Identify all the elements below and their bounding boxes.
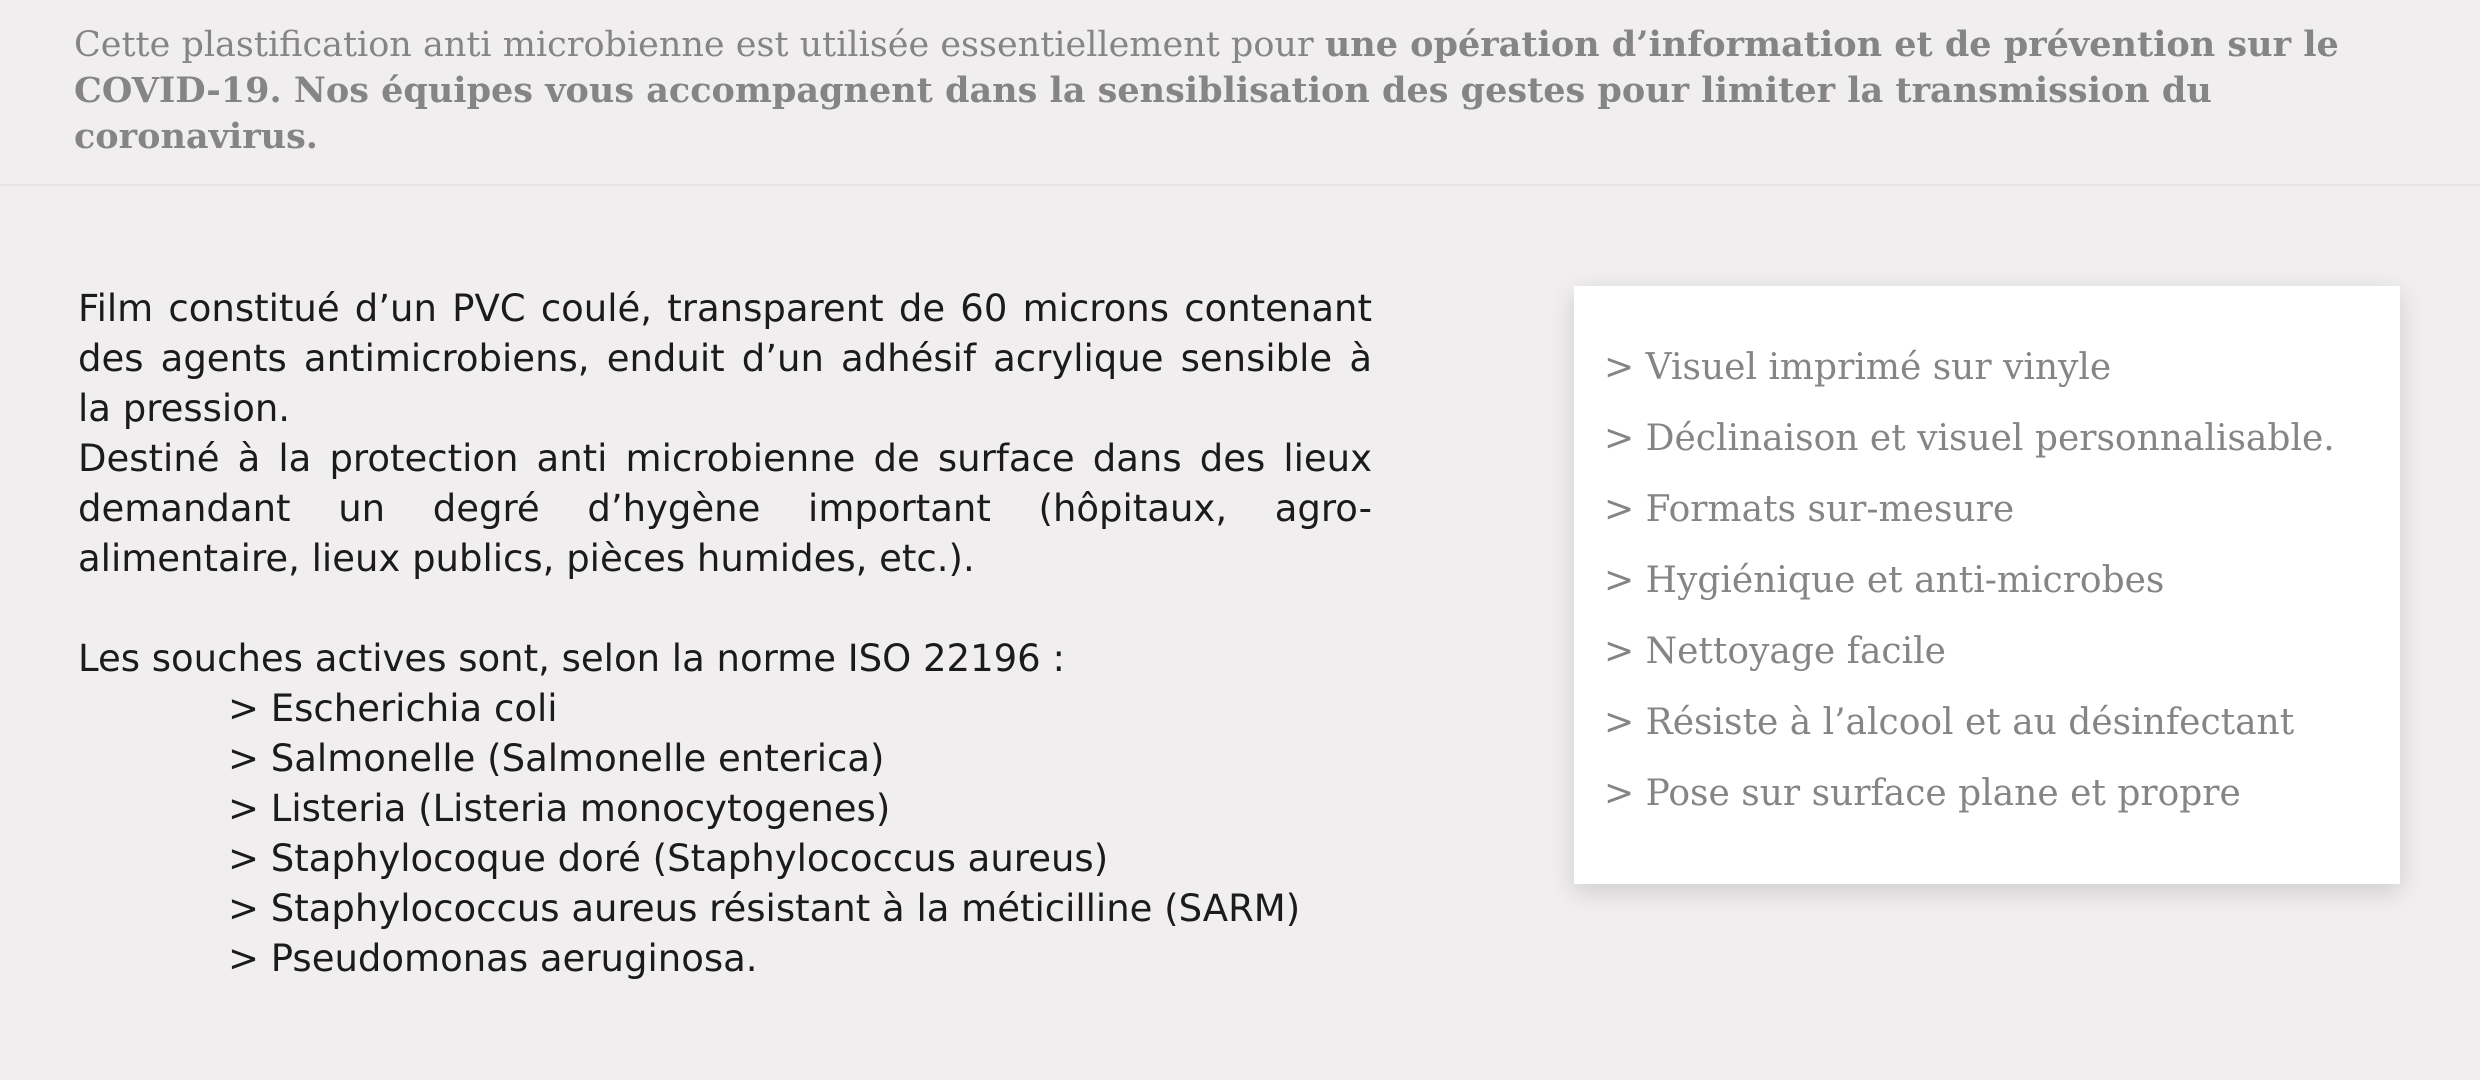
feature-item: > Pose sur surface plane et propre: [1604, 773, 2241, 814]
strain-item: > Pseudomonas aeruginosa.: [228, 937, 758, 980]
strain-item: > Listeria (Listeria monocytogenes): [228, 787, 891, 830]
feature-item: > Nettoyage facile: [1604, 631, 1946, 672]
strain-item: > Staphylococcus aureus résistant à la méticilline (SARM): [228, 887, 1301, 930]
strain-item: > Escherichia coli: [228, 687, 558, 730]
feature-item: > Visuel imprimé sur vinyle: [1604, 347, 2112, 388]
product-description: [78, 284, 1372, 984]
feature-item: > Formats sur-mesure: [1604, 489, 2015, 530]
intro-text: [74, 22, 2444, 160]
feature-item: > Hygiénique et anti-microbes: [1604, 560, 2165, 601]
strain-item: > Staphylocoque doré (Staphylococcus aureus): [228, 837, 1109, 880]
strain-list: [78, 684, 1372, 984]
strain-item: > Salmonelle (Salmonelle enterica): [228, 737, 885, 780]
features-list: [1604, 332, 2400, 829]
paragraph-spacer: [78, 584, 1372, 634]
description-paragraph-1: Film constitué d’un PVC coulé, transparent de 60 microns contenant des agents antimicrobiens, enduit d’un adhésif acrylique sensible à la pression.: [78, 287, 1372, 430]
intro-text-bold: une opération d’information et de prévention sur le COVID-19. Nos équipes vous accompagnent dans la sensiblisation des gestes pour limiter la transmission du coronavirus.: [74, 24, 2339, 157]
strains-title: Les souches actives sont, selon la norme ISO 22196 :: [78, 637, 1065, 680]
features-card: [1574, 286, 2400, 884]
intro-section: [0, 0, 2480, 186]
feature-item: > Déclinaison et visuel personnalisable.: [1604, 418, 2335, 459]
description-paragraph-2: Destiné à la protection anti microbienne de surface dans des lieux demandant un degré d’hygène important (hôpitaux, agro-alimentaire, lieux publics, pièces humides, etc.).: [78, 437, 1372, 580]
intro-text-regular: Cette plastification anti microbienne est utilisée essentiellement pour: [74, 25, 1325, 65]
feature-item: > Résiste à l’alcool et au désinfectant: [1604, 702, 2295, 743]
